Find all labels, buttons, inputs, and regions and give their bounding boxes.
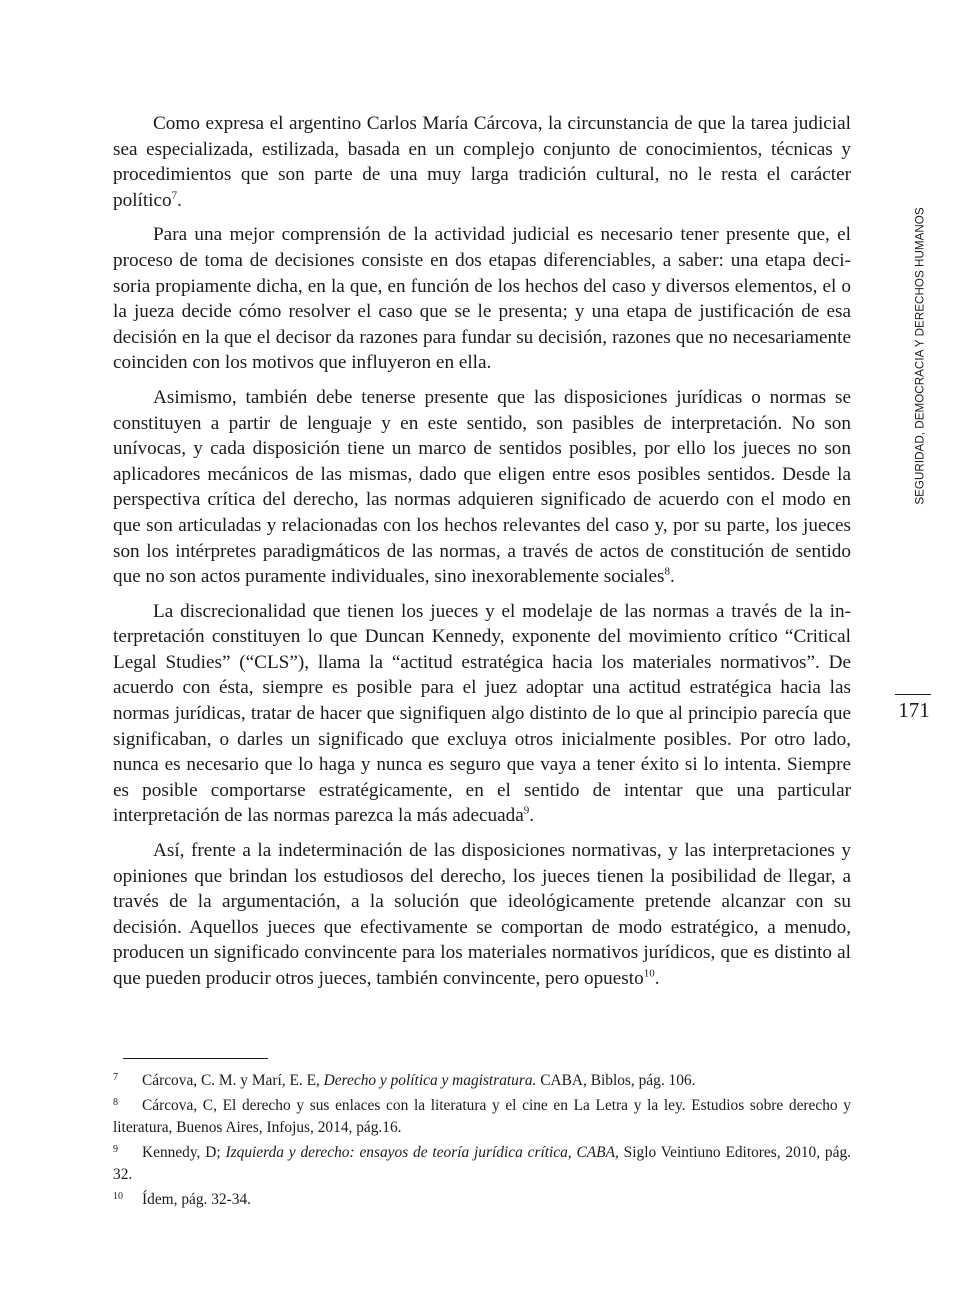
footnote	[113, 1186, 851, 1211]
paragraph-text: La discrecionalidad que tienen los jueces y el modelaje de las normas a través de la interpretación constituyen lo que Duncan Kennedy, exponente del movimiento crítico “Critical Legal Studies” (“CLS”), llama la “actitud estratégica hacia los materiales normativos”. De acuerdo con ésta, siempre es posible para el juez adoptar una actitud estratégica hacia las normas jurídicas, tratar de hacer que signifiquen algo distinto de lo que al principio parecía que significaban, o darles un significado que excluya otros inicialmente posibles. Por otro lado, nunca es necesario que lo haga y nunca es seguro que vaya a tener éxito si lo intenta. Siempre es posible comportarse estratégicamente, en el sentido de intentar que una particular interpretación de las normas parezca la más adecuada	[113, 600, 851, 827]
footnote-number: 7	[113, 1072, 118, 1083]
paragraph	[113, 838, 851, 992]
footnote-ref[interactable]: 8	[664, 565, 670, 578]
paragraph-end: .	[177, 189, 182, 211]
paragraph-text: Así, frente a la indeterminación de las disposiciones normativas, y las interpretaciones y opiniones que brindan los estudiosos del derecho, los jueces tienen la posibilidad de llegar, a través de la argumentación, a la solución que ideológicamente pretende alcanzar con su decisión. Aquellos jueces que efectivamente se comportan de modo estratégico, a menudo, producen un significado convincente para los materiales normativos jurídicos, que es distinto al que pueden producir otros jueces, también convincente, pero opuesto	[113, 840, 851, 989]
footnote-text: Kennedy, D;	[142, 1144, 226, 1161]
footnote	[113, 1067, 851, 1092]
running-head-text: SEGURIDAD, DEMOCRACIA Y DERECHOS HUMANOS	[913, 207, 927, 505]
paragraph-end: .	[529, 805, 535, 827]
paragraph-end: .	[654, 968, 660, 989]
footnote-text: Cárcova, C, El derecho y sus enlaces con la literatura y el cine en La Letra y la ley. Estudios sobre derecho y literatura, Buenos Aires, Infojus, 2014, pág.16.	[113, 1097, 851, 1136]
footnote-text: Siglo Veintiuno Editores, 2010, pág. 32.	[113, 1144, 851, 1183]
footnote-separator	[123, 1058, 268, 1059]
footnote	[113, 1139, 851, 1186]
paragraph-end: .	[670, 566, 675, 588]
paragraph	[113, 222, 851, 376]
footnote-text: Cárcova, C. M. y Marí, E. E,	[142, 1072, 324, 1089]
paragraph-text: Asimismo, también debe tenerse presente que las disposiciones jurídicas o normas se constituyen a partir de lenguaje y en este sentido, son pasibles de interpretación. No son unívocas, y cada disposición tiene un marco de sentidos posibles, por ello los jueces no son aplicadores mecánicos de las mismas, dado que eligen entre esos posibles sentidos. Desde la perspectiva crítica del derecho, las normas adquieren significado de acuerdo con el modo en que son articuladas y relacionadas con los hechos relevantes del caso y, por su parte, los jueces son los intérpretes paradigmáticos de las normas, a través de actos de constitución de sentido que no son actos puramente individuales, sino inexorablemente sociales	[113, 386, 851, 588]
footnote-ref[interactable]: 10	[643, 967, 655, 980]
footnote-number: 9	[113, 1144, 118, 1155]
page-number-rule	[895, 694, 931, 695]
footnote-text: CABA, Biblos, pág. 106.	[536, 1072, 696, 1089]
running-head	[913, 200, 927, 512]
footnote-text: Ídem, pág. 32-34.	[142, 1191, 251, 1208]
page-number: 171	[898, 698, 930, 722]
footnote	[113, 1092, 851, 1139]
footnote-number: 8	[113, 1097, 118, 1108]
paragraph-text: Para una mejor comprensión de la actividad judicial es necesario tener presente que, el proceso de toma de decisiones consiste en dos etapas diferenciables, a saber: una etapa decisoria propiamente dicha, en la que, en función de los hechos del caso y diversos elementos, el o la jueza decide cómo resolver el caso que se le presenta; y una etapa de justificación de esa decisión en la que el decisor da razones para fundar su decisión, razones que no necesariamente coinciden con los motivos que influyeron en ella.	[113, 224, 851, 374]
footnote-title: Derecho y política y magistratura.	[323, 1072, 537, 1089]
footnote-ref[interactable]: 7	[171, 189, 178, 202]
body-text	[113, 111, 851, 1001]
footnote-number: 10	[113, 1191, 123, 1202]
paragraph-text: Como expresa el argentino Carlos María Cárcova, la circunstancia de que la tarea judicial sea especializada, estilizada, basada en un complejo conjunto de conocimientos, técnicas y procedimientos que son parte de una muy larga tradición cultural, no le resta el carácter político	[113, 113, 851, 211]
paragraph	[113, 385, 851, 590]
footnotes	[113, 1067, 851, 1211]
footnote-title: Izquierda y derecho: ensayos de teoría jurídica crítica, CABA,	[225, 1144, 619, 1161]
footnote-ref[interactable]: 9	[523, 805, 530, 818]
paragraph	[113, 111, 851, 213]
paragraph	[113, 599, 851, 829]
